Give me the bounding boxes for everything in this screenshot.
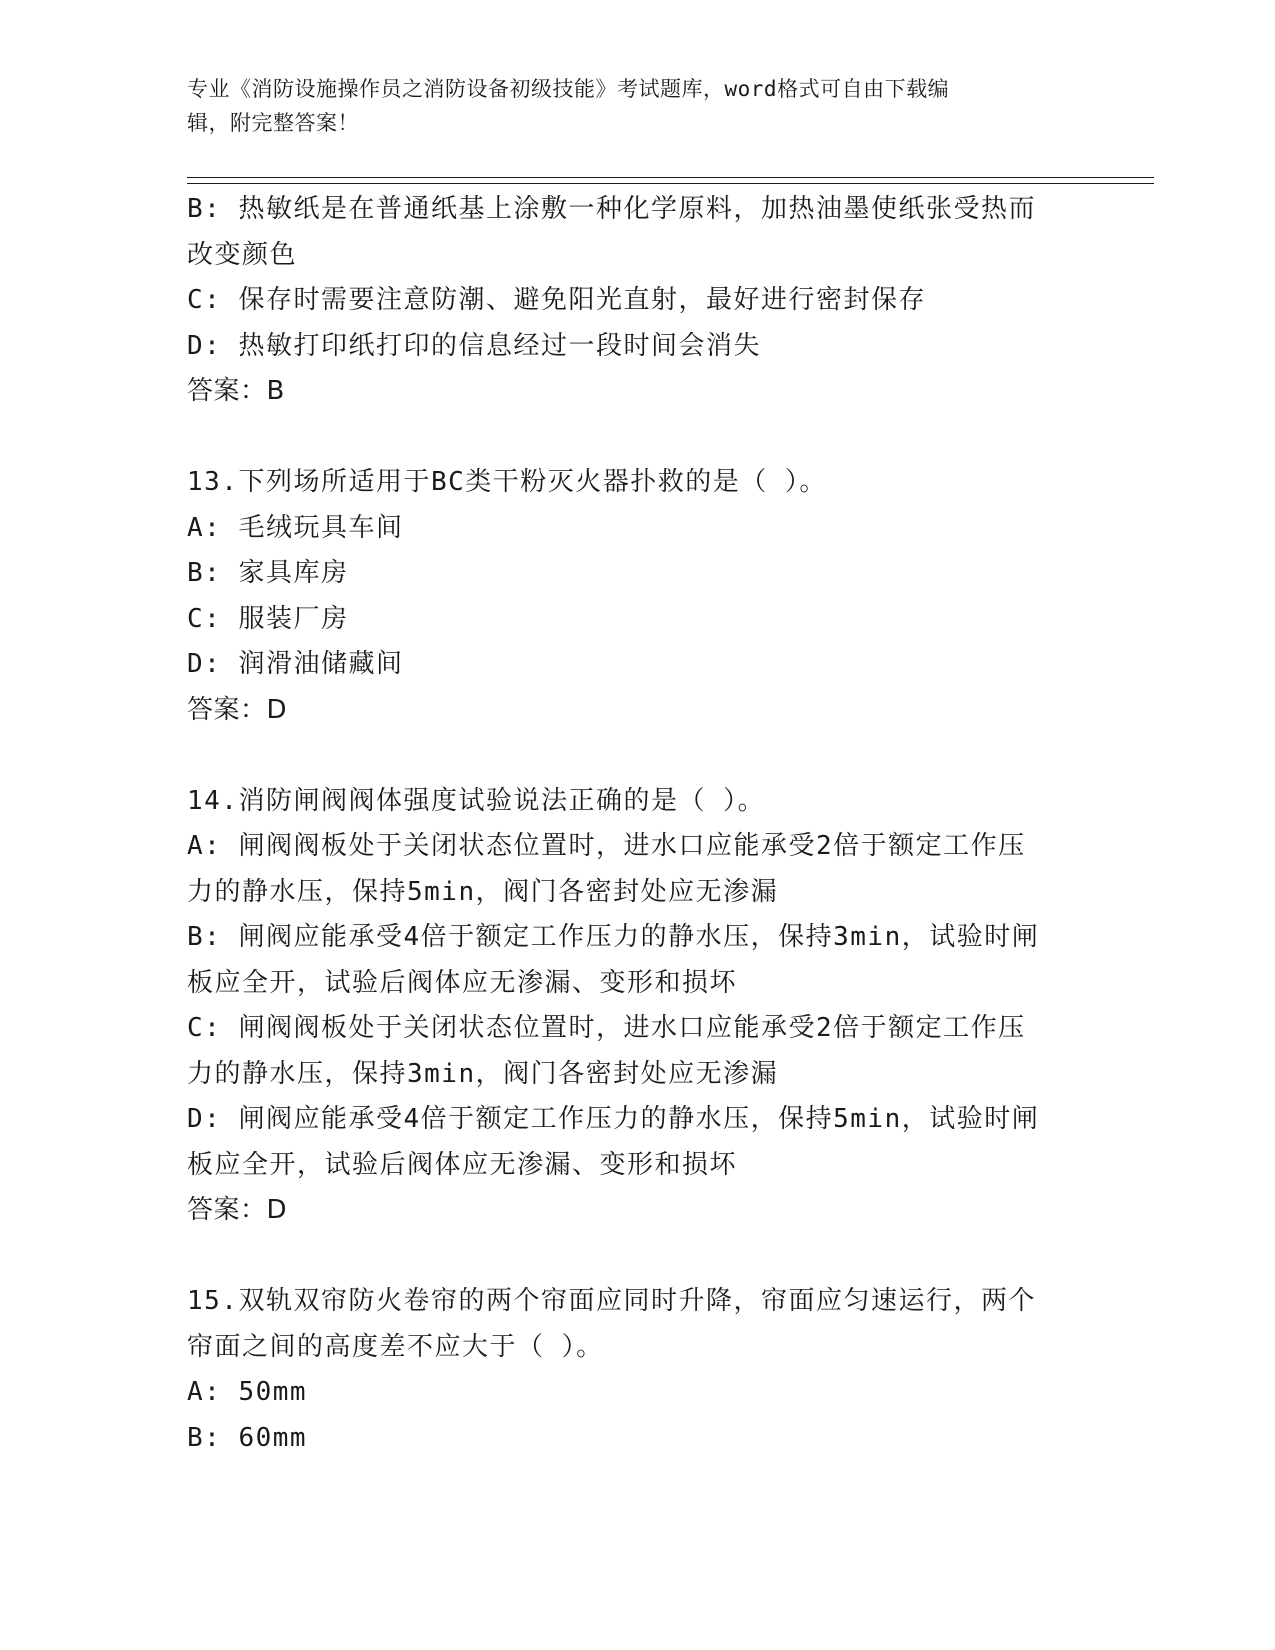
q14-option-d-line-1: D: 闸阀应能承受4倍于额定工作压力的静水压，保持5min，试验时闸 — [187, 1104, 1040, 1134]
q14-option-c-line-2: 力的静水压，保持3min，阀门各密封处应无渗漏 — [187, 1058, 779, 1089]
q13-option-d: D: 润滑油储藏间 — [187, 649, 404, 679]
q12-option-b-line-2: 改变颜色 — [187, 239, 298, 270]
q14-option-c-line-1: C: 闸阀阀板处于关闭状态位置时，进水口应能承受2倍于额定工作压 — [187, 1013, 1026, 1043]
q14-option-b-line-1: B: 闸阀应能承受4倍于额定工作压力的静水压，保持3min，试验时闸 — [187, 922, 1040, 952]
q12-option-c: C: 保存时需要注意防潮、避免阳光直射，最好进行密封保存 — [187, 285, 926, 315]
header-line-2: 辑，附完整答案！ — [187, 111, 359, 135]
header-line-1: 专业《消防设施操作员之消防设备初级技能》考试题库，word格式可自由下载编 — [187, 77, 950, 101]
question-13 — [187, 460, 1087, 733]
q12-option-d: D: 热敏打印纸打印的信息经过一段时间会消失 — [187, 330, 761, 361]
spacer — [187, 733, 1087, 779]
q14-option-b-line-2: 板应全开，试验后阀体应无渗漏、变形和损坏 — [187, 967, 738, 998]
q15-option-a: A: 50mm — [187, 1377, 308, 1407]
q12-answer: 答案：B — [187, 376, 285, 406]
q13-option-b: B: 家具库房 — [187, 558, 349, 588]
q13-stem: 13.下列场所适用于BC类干粉灭火器扑救的是（ ）。 — [187, 467, 827, 497]
spacer — [187, 415, 1087, 461]
question-14 — [187, 779, 1087, 1234]
question-15 — [187, 1279, 1087, 1461]
q14-option-a-line-2: 力的静水压，保持5min，阀门各密封处应无渗漏 — [187, 876, 779, 907]
q14-option-d-line-2: 板应全开，试验后阀体应无渗漏、变形和损坏 — [187, 1149, 738, 1180]
spacer — [187, 1234, 1087, 1280]
q15-stem-line-2: 帘面之间的高度差不应大于（ ）。 — [187, 1331, 604, 1362]
q14-option-a-line-1: A: 闸阀阀板处于关闭状态位置时，进水口应能承受2倍于额定工作压 — [187, 831, 1026, 861]
header-divider-top — [187, 177, 1154, 178]
q12-option-b-line-1: B: 热敏纸是在普通纸基上涂敷一种化学原料，加热油墨使纸张受热而 — [187, 194, 1036, 224]
document-header — [187, 72, 1087, 140]
q14-answer: 答案：D — [187, 1195, 288, 1225]
q13-option-a: A: 毛绒玩具车间 — [187, 512, 404, 543]
q15-stem-line-1: 15.双轨双帘防火卷帘的两个帘面应同时升降，帘面应匀速运行，两个 — [187, 1286, 1036, 1316]
q14-stem: 14.消防闸阀阀体强度试验说法正确的是（ ）。 — [187, 785, 766, 816]
header-divider-bottom — [187, 183, 1154, 184]
q13-answer: 答案：D — [187, 694, 288, 725]
question-12-continued — [187, 187, 1087, 415]
q13-option-c: C: 服装厂房 — [187, 603, 349, 634]
q15-option-b: B: 60mm — [187, 1422, 308, 1453]
document-body — [187, 187, 1087, 1461]
